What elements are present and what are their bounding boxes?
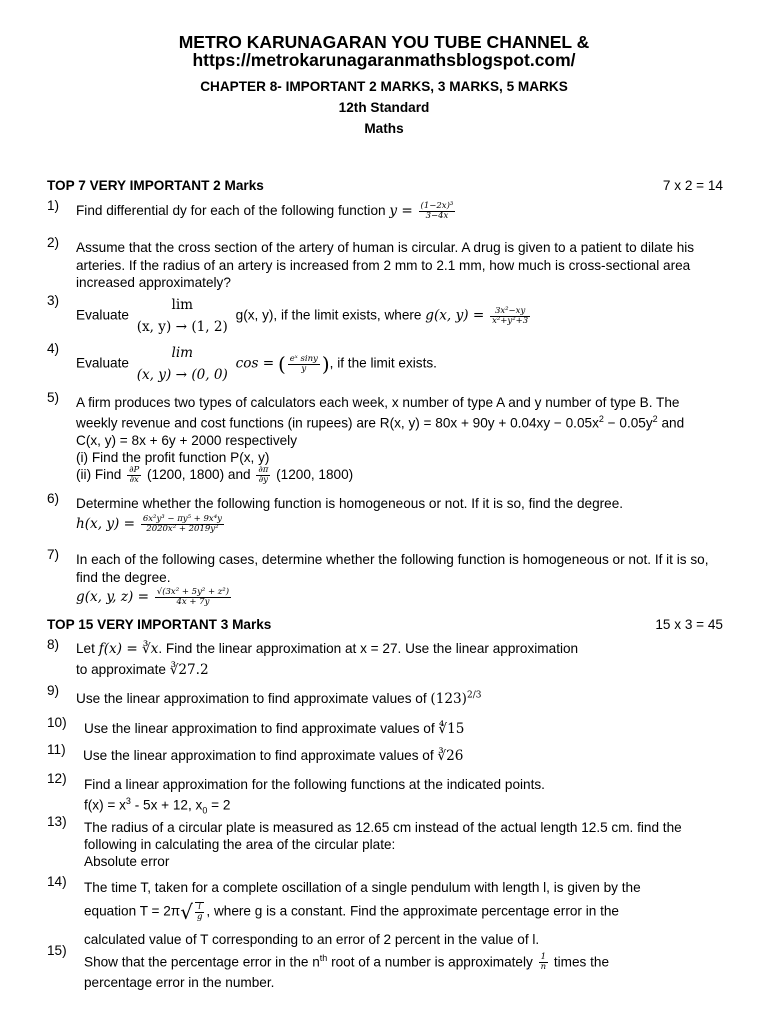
question-number: 3) <box>47 293 60 308</box>
fraction: $\frac{\text{3x²−xy}}{\text{x²+y²+3}}$ <box>492 305 529 326</box>
question-text: Use the linear approximation to find approximate values of <box>84 721 435 736</box>
question-number: 9) <box>47 683 60 698</box>
question-number: 15) <box>47 943 67 958</box>
equation-lhs: y = <box>389 203 413 220</box>
question-text-2: percentage error in the number. <box>84 974 275 990</box>
question-number: 8) <box>47 637 60 652</box>
question-text: Evaluate <box>76 355 129 371</box>
question-part: Absolute error <box>84 854 170 869</box>
limit-expression: lim (x, y) → (0, 0) <box>136 345 228 383</box>
question-function: $f(x) = x^3 - 5x + 12$, $x_0 = 2$ <box>84 796 231 816</box>
question-number: 6) <box>47 491 60 506</box>
question-text: g(x, y), if the limit exists, where <box>235 307 422 323</box>
question-text: The radius of a circular plate is measured as 12.65 cm instead of the actual length 12.5 cm. find the following in calculating the area of the circular plate: <box>84 820 682 852</box>
section-marks: 15 x 3 = 45 <box>655 617 723 632</box>
limit-expression: lim (x, y) → (1, 2) <box>136 297 228 335</box>
math-expression: (123) <box>430 691 467 707</box>
math-expression: ∜15 <box>438 721 465 737</box>
question-number: 10) <box>47 715 67 730</box>
question-text: The time T, taken for a complete oscillation of a single pendulum with length l, is given by the <box>84 880 641 895</box>
question-text: Evaluate <box>76 307 129 323</box>
question-number: 12) <box>47 771 67 786</box>
math-expression: ∛26 <box>437 748 464 764</box>
question-text: Use the linear approximation to find approximate values of <box>76 691 427 706</box>
question-number: 1) <box>47 198 60 213</box>
question-number: 11) <box>47 742 66 757</box>
exponent: 2/3 <box>466 690 482 701</box>
section-marks: 7 x 2 = 14 <box>662 178 723 193</box>
question-text: In each of the following cases, determine whether the following function is homogeneous or not. If it is so, find the degree. <box>76 552 709 585</box>
question-number: 13) <box>47 814 67 829</box>
cos-function: cos = <box>235 355 275 372</box>
question-text: A firm produces two types of calculators each week, x number of type A and y number of type B. The weekly revenue and cost functions (in rupees) are R(x, $y) = 80x + 90y + 0.04xy - 0.05x^2 - 0.05y^2$ and C(x, y) = 8x + 6y + 2000 respectively <box>76 395 685 448</box>
fraction: $\frac{\text{(1−2x)³}}{3-4x}$ <box>420 201 454 221</box>
question-text: Show that the percentage error in the $n^{th}$ root of a number is approximately $\frac{1}{n}$ times the <box>84 952 610 973</box>
question-text-2: equation T = 2π√ $\frac{l}{g}$ , where g is a constant. Find the approximate percentage error in the <box>84 899 619 924</box>
question-part-i: (i) Find the profit function P(x, y) <box>76 449 270 465</box>
question-text: Find a linear approximation for the following functions at the indicated points. <box>84 777 545 792</box>
question-text-2: to approximate ∛27.2 <box>76 661 209 678</box>
question-number: 2) <box>47 235 60 250</box>
question-text-3: calculated value of T corresponding to an error of 2 percent in the value of l. <box>84 931 540 947</box>
question-text: Assume that the cross section of the artery of human is circular. A drug is given to a patient to dilate his arteries. If the radius of an artery is increased from 2 mm to 2.1 mm, how much is cross-sectional area increased approximately? <box>76 240 695 291</box>
channel-name: METRO KARUNAGARAN YOU TUBE CHANNEL & <box>178 32 590 52</box>
channel-title <box>0 33 768 69</box>
section-2-marks <box>47 177 723 195</box>
section-3-marks <box>47 616 723 634</box>
question-number: 7) <box>47 547 60 562</box>
question-text: Use the linear approximation to find approximate values of <box>83 748 434 763</box>
question-text: Let f(x) = ∛x. Find the linear approximation at x = 27. Use the linear approximation <box>76 641 579 657</box>
question-part-ii: (ii) Find $\frac{\partial P}{\partial x}$ (1200, 1800) and $\frac{\partial\pi}{\partial y}$ (1200, 1800) <box>76 464 354 485</box>
question-number: 4) <box>47 341 60 356</box>
equation-lhs: h(x, y) = <box>76 515 136 532</box>
fraction: $\frac{\text{eˣ siny}}{y}$ <box>289 353 318 374</box>
chapter-title: CHAPTER 8- IMPORTANT 2 MARKS, 3 MARKS, 5 MARKS <box>200 79 568 94</box>
equation-lhs: g(x, y, z) = <box>76 589 150 606</box>
standard-label: 12th Standard <box>338 100 430 115</box>
fraction: $\frac{\text{√(3x² + 5y² + z²)}}{4x + 7y}$ <box>156 587 230 608</box>
equation-lhs: g(x, y) = <box>425 307 485 324</box>
question-text: , if the limit exists. <box>329 355 437 371</box>
question-number: 14) <box>47 874 67 889</box>
blog-url: https://metrokarunagaranmathsblogspot.com/ <box>192 50 576 70</box>
question-number: 5) <box>47 390 60 405</box>
subject-label: Maths <box>364 121 404 136</box>
question-text: Determine whether the following function is homogeneous or not. If it is so, find the degree. <box>76 496 624 511</box>
fraction: $\frac{\text{6x²y³ − πy⁵ + 9x⁴y}}{\text{2020x² + 2019y²}}$ <box>142 513 222 534</box>
section-title: TOP 15 VERY IMPORTANT 3 Marks <box>47 617 272 632</box>
question-text: Find differential dy for each of the following function <box>76 203 386 219</box>
section-title: TOP 7 VERY IMPORTANT 2 Marks <box>47 178 264 193</box>
